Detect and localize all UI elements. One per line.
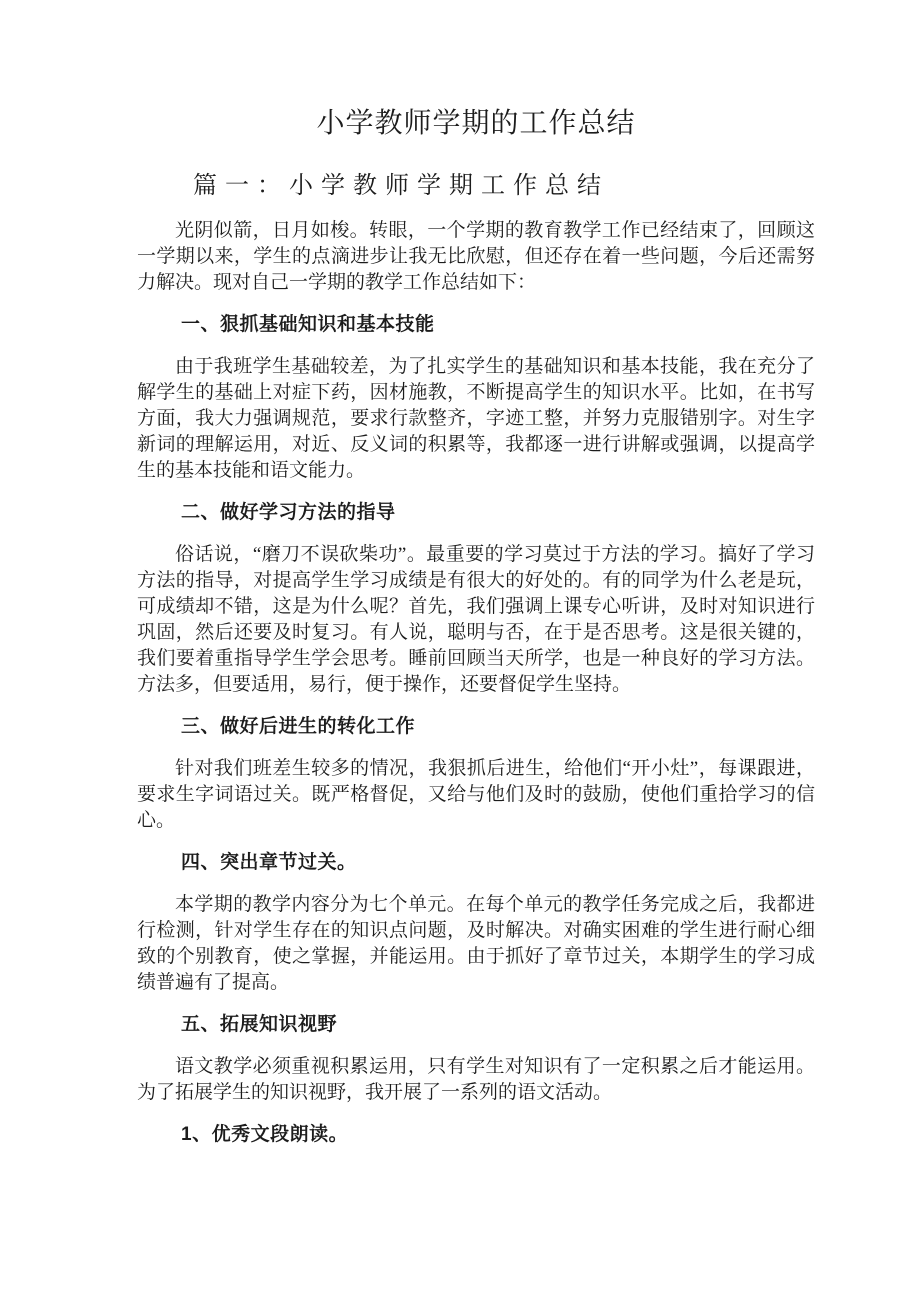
body-paragraph: 语文教学必须重视积累运用，只有学生对知识有了一定积累之后才能运用。为了拓展学生的知识视野，我开展了一系列的语文活动。	[137, 1056, 815, 1103]
body-paragraph: 俗话说，“磨刀不误砍柴功”。最重要的学习莫过于方法的学习。搞好了学习方法的指导，对提高学生学习成绩是有很大的好处的。有的同学为什么老是玩，可成绩却不错，这是为什么呢？首先，我们强调上课专心听讲，及时对知识进行巩固，然后还要及时复习。有人说，聪明与否，在于是否思考。这是很关键的，我们要着重指导学生学会思考。睡前回顾当天所学，也是一种良好的学习方法。方法多，但要适用，易行，便于操作，还要督促学生坚持。	[137, 544, 815, 695]
body-paragraph: 光阴似箭，日月如梭。转眼，一个学期的教育教学工作已经结束了，回顾这一学期以来，学生的点滴进步让我无比欣慰，但还存在着一些问题，今后还需努力解决。现对自己一学期的教学工作总结如下：	[137, 220, 815, 293]
numbered-heading: 五、拓展知识视野	[181, 1014, 338, 1035]
body-paragraph: 由于我班学生基础较差，为了扎实学生的基础知识和基本技能，我在充分了解学生的基础上对症下药，因材施教，不断提高学生的知识水平。比如，在书写方面，我大力强调规范，要求行款整齐，字迹工整，并努力克服错别字。对生字新词的理解运用，对近、反义词的积累等，我都逐一进行讲解或强调，以提高学生的基本技能和语文能力。	[137, 356, 815, 481]
document-body	[137, 218, 815, 1148]
numbered-heading: 一、狠抓基础知识和基本技能	[181, 314, 435, 335]
body-paragraph: 本学期的教学内容分为七个单元。在每个单元的教学任务完成之后，我都进行检测，针对学生存在的知识点问题，及时解决。对确实困难的学生进行耐心细致的个别教育，使之掌握，并能运用。由于抓好了章节过关，本期学生的学习成绩普遍有了提高。	[137, 894, 815, 993]
numbered-heading: 四、突出章节过关。	[181, 852, 357, 873]
document-title: 小学教师学期的工作总结	[316, 108, 636, 139]
body-paragraph: 针对我们班差生较多的情况，我狠抓后进生，给他们“开小灶”，每课跟进，要求生字词语过关。既严格督促，又给与他们及时的鼓励，使他们重拾学习的信心。	[137, 758, 815, 831]
numbered-heading: 二、做好学习方法的指导	[181, 502, 396, 523]
numbered-heading: 1、优秀文段朗读。	[181, 1124, 349, 1145]
document-subtitle: 篇一：小学教师学期工作总结	[193, 173, 609, 199]
numbered-heading: 三、做好后进生的转化工作	[181, 716, 416, 737]
